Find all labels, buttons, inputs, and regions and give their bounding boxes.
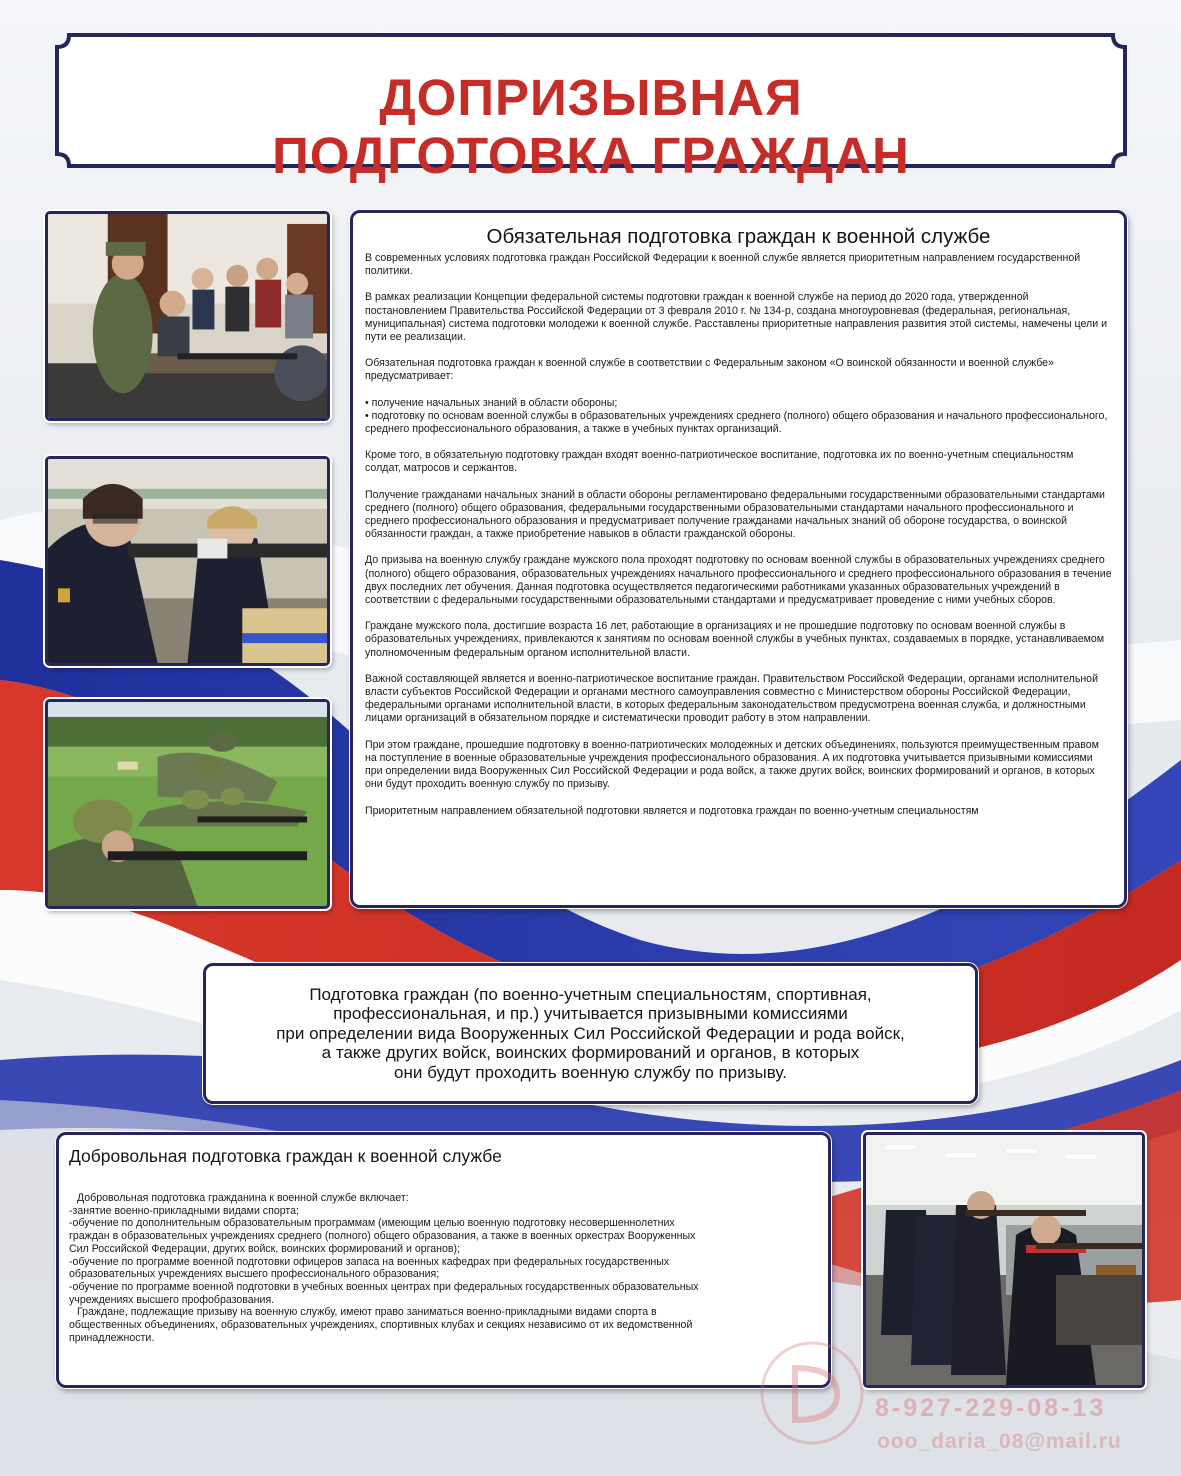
text-line: Сил Российской Федерации, других войск, воинских формирований и органов);	[69, 1242, 460, 1255]
text-line: общественных объединениях, образовательных учреждениях, спортивных клубах и секциях независимо от их ведомственной	[69, 1319, 693, 1332]
mandatory-training-heading: Обязательная подготовка граждан к военной службе	[486, 225, 991, 248]
paragraph: В современных условиях подготовка граждан Российской Федерации к военной службе является приоритетным направлением государственной политики.	[365, 252, 1081, 278]
photo-shooting-range-image	[866, 1135, 1142, 1385]
title-line-1: ДОПРИЗЫВНАЯ	[379, 69, 803, 126]
photo-girls-aiming	[45, 456, 330, 666]
bullet-item: • подготовку по основам военной службы в образовательных учреждениях среднего (полного) общего образования и начального профессионального, среднего профессионального образования, а также в учебных пунктах организаций.	[365, 409, 1108, 436]
page-title	[55, 69, 1127, 184]
paragraph: До призыва на военную службу граждане мужского пола проходят подготовку по основам военной службы в образовательных учреждениях среднего (полного) общего образования, образовательных учреждениях начального профессионального и среднего профессионального образования в течение двух последних лет обучения. Данная подготовка осуществляется педагогическими работниками указанных образовательных учреждений в соответствии с федеральными государственными образовательными стандартами и предусматривает проведение с ними учебных сборов.	[365, 554, 1112, 607]
voluntary-training-body	[69, 1192, 818, 1344]
title-plaque	[55, 33, 1127, 184]
watermark-email: ooo_daria_08@mail.ru	[877, 1430, 1122, 1453]
voluntary-training-panel	[56, 1132, 831, 1388]
photo-shooting-range	[863, 1132, 1145, 1388]
text-line: -обучение по программе военной подготовки в учебных военных центрах при федеральных государственных образовательных	[69, 1280, 699, 1293]
photo-instructor-children-image	[48, 214, 327, 418]
note-line: а также других войск, воинских формирований и органов, в которых	[321, 1043, 860, 1063]
mandatory-training-body	[365, 252, 1112, 818]
text-line: учреждениях высшего профобразования.	[69, 1293, 275, 1306]
text-line: принадлежности.	[69, 1331, 155, 1344]
note-line: они будут проходить военную службу по призыву.	[394, 1062, 787, 1082]
paragraph: Обязательная подготовка граждан к военной службе в соответствии с Федеральным законом «О воинской обязанности и военной службе» предусматривает:	[365, 357, 1054, 383]
paragraph: Важной составляющей является и военно-патриотическое воспитание граждан. Правительством Российской Федерации, органами исполнительной власти субъектов Российской Федерации и органами местного самоуправления совместно с Министерством обороны Российской Федерации, федеральными органами исполнительной власти, в которых федеральным законодательством предусмотрена военная служба, и должностными лицами организаций в обязательном порядке и систематически проводит работу в этом направлении.	[365, 672, 1098, 725]
title-line-2: ПОДГОТОВКА ГРАЖДАН	[272, 126, 910, 184]
conscription-note-text	[276, 985, 905, 1083]
text-line: -занятие военно-прикладными видами спорта;	[69, 1204, 299, 1217]
text-line: -обучение по программе военной подготовки офицеров запаса на военных кафедрах при федеральных государственных	[69, 1255, 670, 1268]
paragraph: В рамках реализации Концепции федеральной системы подготовки граждан к военной службе на период до 2020 года, утвержденной постановлением Правительства Российской Федерации от 3 февраля 2010 г. № 134-р, создана многоуровневая (федеральная, региональная, муниципальная) система подготовки молодежи к военной службе. Расставлены приоритетные направления развития этой системы, намечены цели и пути ее реализации.	[365, 291, 1108, 344]
note-line: при определении вида Вооруженных Сил Российской Федерации и рода войск,	[276, 1023, 905, 1043]
watermark-logo	[757, 1338, 867, 1448]
paragraph: Кроме того, в обязательную подготовку граждан входят военно-патриотическое воспитание, подготовка их по военно-учетным специальностям солдат, матросов и сержантов.	[365, 449, 1074, 475]
paragraph: Приоритетным направлением обязательной подготовки является и подготовка граждан по военно-учетным специальностям	[365, 804, 979, 817]
paragraph: Граждане мужского пола, достигшие возраста 16 лет, работающие в организациях и не прошедшие подготовку по основам военной службы в образовательных учреждениях, привлекаются к занятиям по основам военной службы в учебных пунктах, создаваемых в порядке, устанавливаемом уполномоченным федеральным органом исполнительной власти.	[365, 620, 1105, 659]
paragraph: Получение гражданами начальных знаний в области обороны регламентировано федеральными государственными образовательными стандартами среднего (полного) общего образования, федеральными государственными образовательными стандартами начального профессионального и среднего профессионального образования и предусматривает получение гражданами начальных знаний об обороне государства, о воинской обязанности граждан, а также приобретение навыков в области гражданской обороны.	[365, 488, 1105, 541]
bullet-item: • получение начальных знаний в области обороны;	[365, 396, 618, 409]
photo-field-exercise-image	[48, 702, 327, 906]
text-line: граждан в образовательных учреждениях среднего (полного) общего образования, а также в военных оркестрах Вооруженных	[69, 1230, 696, 1243]
photo-field-exercise	[45, 699, 330, 909]
conscription-note-panel	[203, 963, 978, 1104]
paragraph: При этом граждане, прошедшие подготовку в военно-патриотических молодежных и детских объединениях, пользуются преимущественным правом на поступление в военные образовательные учреждения профессионального образования. А их подготовка учитывается призывными комиссиями при определении вида Вооруженных Сил Российской Федерации и рода войск, а также других войск, воинских формирований и органов, в которых они будут проходить военную службу по призыву.	[365, 738, 1099, 791]
note-line: Подготовка граждан (по военно-учетным специальностям, спортивная,	[309, 984, 872, 1004]
photo-instructor-children	[45, 211, 330, 421]
watermark-phone: 8-927-229-08-13	[875, 1394, 1107, 1422]
text-line: -обучение по дополнительным образовательным программам (имеющим целью военную подготовку несовершеннолетних	[69, 1217, 675, 1230]
mandatory-training-panel	[350, 210, 1127, 908]
text-line: образовательных учреждениях высшего профессионального образования;	[69, 1268, 440, 1281]
text-line: Граждане, подлежащие призыву на военную службу, имеют право заниматься военно-прикладными видами спорта в	[77, 1306, 657, 1319]
note-line: профессиональная, и пр.) учитывается призывными комиссиями	[333, 1004, 848, 1024]
text-line: Добровольная подготовка гражданина к военной службе включает:	[77, 1192, 409, 1204]
photo-girls-aiming-image	[48, 459, 327, 663]
voluntary-training-heading: Добровольная подготовка граждан к военной службе	[69, 1146, 502, 1166]
